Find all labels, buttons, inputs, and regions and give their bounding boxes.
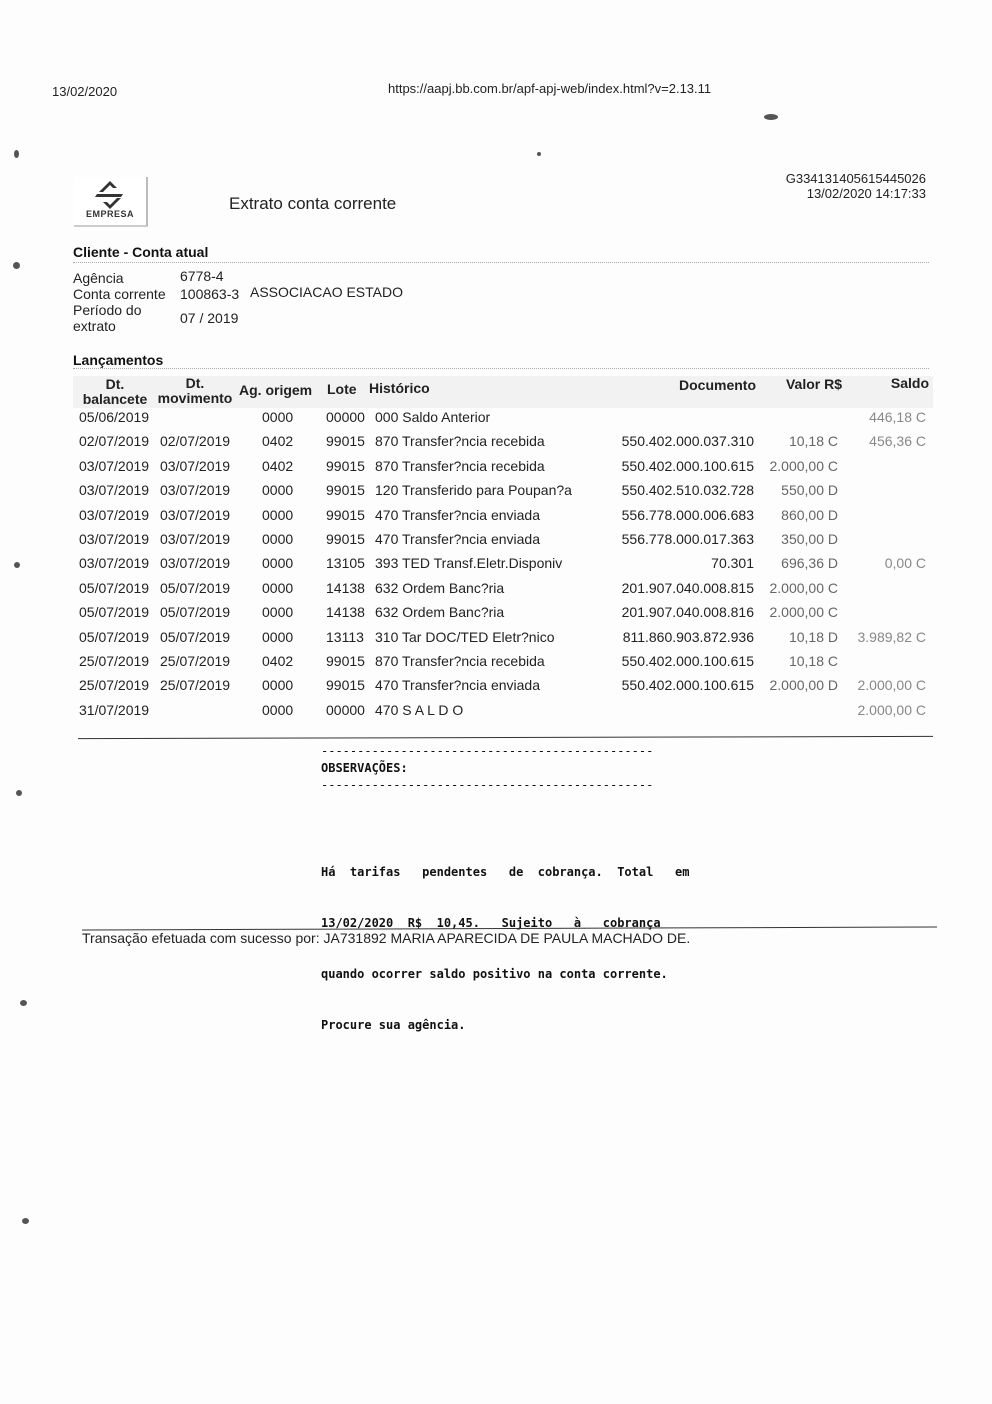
cell-historico: 470 Transfer?ncia enviada xyxy=(375,507,540,523)
cell-ag-origem: 0000 xyxy=(262,629,294,645)
cell-lote: 13113 xyxy=(326,629,364,645)
cell-lote: 99015 xyxy=(326,433,365,449)
cell-documento: 201.907.040.008.816 xyxy=(621,604,754,620)
scan-speck xyxy=(16,790,22,796)
cell-historico: 000 Saldo Anterior xyxy=(375,409,491,425)
cell-ag-origem: 0402 xyxy=(262,653,294,669)
observacoes-line: 13/02/2020 R$ 10,45. Sujeito à cobrança xyxy=(321,916,661,930)
conta-label: Conta corrente xyxy=(73,286,166,302)
cell-dt-balancete: 25/07/2019 xyxy=(79,677,150,693)
header-lote: Lote xyxy=(327,381,357,397)
cell-dt-movimento: 03/07/2019 xyxy=(160,507,231,523)
table-row xyxy=(0,555,992,575)
cell-ag-origem: 0000 xyxy=(262,677,294,693)
cell-dt-movimento: 25/07/2019 xyxy=(160,677,231,693)
table-row xyxy=(0,409,992,429)
footer-text: Transação efetuada com sucesso por: JA731892 MARIA APARECIDA DE PAULA MACHADO DE. xyxy=(82,930,691,946)
header-saldo: Saldo xyxy=(890,375,929,391)
table-row xyxy=(0,458,992,478)
observacoes-line: quando ocorrer saldo positivo na conta corrente. xyxy=(321,967,668,981)
scan-speck xyxy=(22,1218,29,1224)
cell-dt-balancete: 03/07/2019 xyxy=(79,507,150,523)
cell-ag-origem: 0000 xyxy=(262,604,294,620)
cell-valor: 350,00 D xyxy=(781,531,838,547)
header-dt-balancete xyxy=(80,377,150,407)
cell-dt-balancete: 05/06/2019 xyxy=(79,409,150,425)
cell-historico: 470 Transfer?ncia enviada xyxy=(375,677,540,693)
cell-dt-balancete: 03/07/2019 xyxy=(79,555,150,571)
cell-historico: 870 Transfer?ncia recebida xyxy=(375,458,545,474)
periodo-value: 07 / 2019 xyxy=(180,310,239,326)
cell-lote: 99015 xyxy=(326,677,365,693)
observacoes-title: OBSERVAÇÕES: xyxy=(321,761,408,775)
cell-documento: 550.402.000.100.615 xyxy=(621,677,754,693)
table-row xyxy=(0,702,992,722)
cell-lote: 13105 xyxy=(326,555,365,571)
cell-lote: 14138 xyxy=(326,604,365,620)
table-row xyxy=(0,482,992,502)
header-dt-balancete-2: balancete xyxy=(82,391,148,407)
observacoes-bottom-dashes: ---------------------------------------------- xyxy=(321,778,654,792)
header-dt-movimento-2: movimento xyxy=(157,390,233,406)
scan-speck xyxy=(14,562,20,568)
table-row xyxy=(0,653,992,673)
cell-historico: 310 Tar DOC/TED Eletr?nico xyxy=(375,629,555,645)
cell-dt-movimento: 25/07/2019 xyxy=(160,653,231,669)
periodo-label-line1: Período do xyxy=(73,302,142,318)
cell-saldo: 2.000,00 C xyxy=(857,702,926,718)
cell-dt-movimento: 05/07/2019 xyxy=(160,604,231,620)
cell-dt-movimento: 02/07/2019 xyxy=(160,433,231,449)
table-row xyxy=(0,433,992,453)
cell-saldo: 446,18 C xyxy=(869,409,926,425)
periodo-label-line2: extrato xyxy=(73,318,116,334)
cell-dt-movimento: 03/07/2019 xyxy=(160,482,231,498)
client-section-title: Cliente - Conta atual xyxy=(73,244,209,260)
cell-valor: 550,00 D xyxy=(781,482,838,498)
cell-dt-balancete: 05/07/2019 xyxy=(79,604,150,620)
cell-ag-origem: 0402 xyxy=(262,458,294,474)
cell-lote: 99015 xyxy=(326,653,365,669)
header-dt-movimento xyxy=(157,376,233,406)
cell-valor: 2.000,00 D xyxy=(769,677,838,693)
header-documento: Documento xyxy=(679,377,756,393)
cell-historico: 393 TED Transf.Eletr.Disponiv xyxy=(375,555,563,571)
cell-valor: 10,18 C xyxy=(788,433,838,449)
cell-ag-origem: 0402 xyxy=(262,433,294,449)
cell-dt-balancete: 03/07/2019 xyxy=(79,482,150,498)
cell-valor: 2.000,00 C xyxy=(769,604,838,620)
cell-lote: 99015 xyxy=(326,458,365,474)
cell-saldo: 456,36 C xyxy=(869,433,926,449)
agencia-label: Agência xyxy=(73,270,124,286)
cell-documento: 550.402.000.100.615 xyxy=(621,653,754,669)
cell-dt-movimento: 03/07/2019 xyxy=(160,531,231,547)
document-code: G334131405615445026 xyxy=(785,171,926,186)
cell-dt-balancete: 03/07/2019 xyxy=(79,531,150,547)
header-historico: Histórico xyxy=(369,380,430,396)
cell-dt-movimento: 03/07/2019 xyxy=(160,458,231,474)
cell-valor: 10,18 C xyxy=(788,653,838,669)
cell-documento: 550.402.510.032.728 xyxy=(621,482,754,498)
lancamentos-section-title: Lançamentos xyxy=(73,352,164,368)
cell-historico: 870 Transfer?ncia recebida xyxy=(375,433,545,449)
print-url: https://aapj.bb.com.br/apf-apj-web/index.html?v=2.13.11 xyxy=(388,81,712,96)
cell-lote: 00000 xyxy=(326,702,365,718)
client-divider xyxy=(73,262,929,263)
cell-documento: 556.778.000.006.683 xyxy=(621,507,754,523)
observacoes-line: Há tarifas pendentes de cobrança. Total em xyxy=(321,865,690,879)
periodo-label xyxy=(73,302,142,334)
cell-ag-origem: 0000 xyxy=(262,555,294,571)
scan-speck xyxy=(537,152,541,156)
cell-valor: 696,36 D xyxy=(781,555,838,571)
cell-valor: 10,18 D xyxy=(788,629,838,645)
cell-lote: 99015 xyxy=(326,531,365,547)
cell-saldo: 0,00 C xyxy=(884,555,926,571)
cell-valor: 860,00 D xyxy=(781,507,838,523)
table-row xyxy=(0,507,992,527)
table-bottom-rule xyxy=(78,736,933,739)
observacoes-line: Procure sua agência. xyxy=(321,1018,466,1032)
conta-value: 100863-3 xyxy=(180,286,240,302)
cell-lote: 14138 xyxy=(326,580,365,596)
table-row xyxy=(0,531,992,551)
cell-valor: 2.000,00 C xyxy=(769,458,838,474)
lancamentos-divider xyxy=(73,368,929,369)
table-row xyxy=(0,629,992,649)
bank-logo xyxy=(74,177,148,227)
scan-speck xyxy=(764,114,778,120)
agencia-value: 6778-4 xyxy=(180,268,224,284)
print-date: 13/02/2020 xyxy=(52,84,118,99)
header-dt-movimento-1: Dt. xyxy=(185,375,205,391)
cell-valor: 2.000,00 C xyxy=(769,580,838,596)
cell-documento: 550.402.000.037.310 xyxy=(621,433,754,449)
header-dt-balancete-1: Dt. xyxy=(105,376,125,392)
table-row xyxy=(0,677,992,697)
document-title: Extrato conta corrente xyxy=(229,194,397,213)
cell-historico: 470 S A L D O xyxy=(375,702,464,718)
cell-historico: 120 Transferido para Poupan?a xyxy=(375,482,572,498)
cell-dt-balancete: 02/07/2019 xyxy=(79,433,150,449)
observacoes-box xyxy=(321,744,689,1068)
cell-dt-balancete: 31/07/2019 xyxy=(79,702,150,718)
cell-lote: 00000 xyxy=(326,409,365,425)
table-row xyxy=(0,604,992,624)
cell-lote: 99015 xyxy=(326,482,365,498)
cell-dt-balancete: 25/07/2019 xyxy=(79,653,150,669)
cell-ag-origem: 0000 xyxy=(262,702,294,718)
cell-documento: 556.778.000.017.363 xyxy=(621,531,754,547)
cell-lote: 99015 xyxy=(326,507,365,523)
table-row xyxy=(0,580,992,600)
scan-speck xyxy=(14,150,19,158)
observacoes-top-dashes: ---------------------------------------------- xyxy=(321,744,654,758)
observacoes-body xyxy=(321,830,689,1068)
holder-name: ASSOCIACAO ESTADO xyxy=(250,284,403,300)
header-ag-origem: Ag. origem xyxy=(239,382,313,398)
scan-speck xyxy=(13,262,20,269)
cell-dt-movimento: 05/07/2019 xyxy=(160,580,231,596)
bank-logo-icon xyxy=(95,181,125,209)
cell-ag-origem: 0000 xyxy=(262,482,294,498)
cell-historico: 632 Ordem Banc?ria xyxy=(375,580,505,596)
cell-ag-origem: 0000 xyxy=(262,580,294,596)
cell-documento: 201.907.040.008.815 xyxy=(621,580,754,596)
cell-historico: 870 Transfer?ncia recebida xyxy=(375,653,545,669)
cell-historico: 470 Transfer?ncia enviada xyxy=(375,531,540,547)
cell-saldo: 3.989,82 C xyxy=(857,629,926,645)
cell-dt-balancete: 03/07/2019 xyxy=(79,458,150,474)
cell-ag-origem: 0000 xyxy=(262,409,294,425)
cell-saldo: 2.000,00 C xyxy=(857,677,926,693)
document-timestamp: 13/02/2020 14:17:33 xyxy=(806,186,926,201)
cell-documento: 550.402.000.100.615 xyxy=(621,458,754,474)
cell-documento: 811.860.903.872.936 xyxy=(622,629,754,645)
cell-dt-balancete: 05/07/2019 xyxy=(79,629,150,645)
cell-ag-origem: 0000 xyxy=(262,507,294,523)
scan-speck xyxy=(20,1000,27,1006)
cell-dt-balancete: 05/07/2019 xyxy=(79,580,150,596)
cell-historico: 632 Ordem Banc?ria xyxy=(375,604,505,620)
cell-ag-origem: 0000 xyxy=(262,531,294,547)
document-id xyxy=(786,171,926,201)
cell-dt-movimento: 05/07/2019 xyxy=(160,629,231,645)
cell-documento: 70.301 xyxy=(711,555,754,571)
logo-label: EMPRESA xyxy=(85,209,134,219)
header-valor: Valor R$ xyxy=(785,376,842,392)
cell-dt-movimento: 03/07/2019 xyxy=(160,555,231,571)
